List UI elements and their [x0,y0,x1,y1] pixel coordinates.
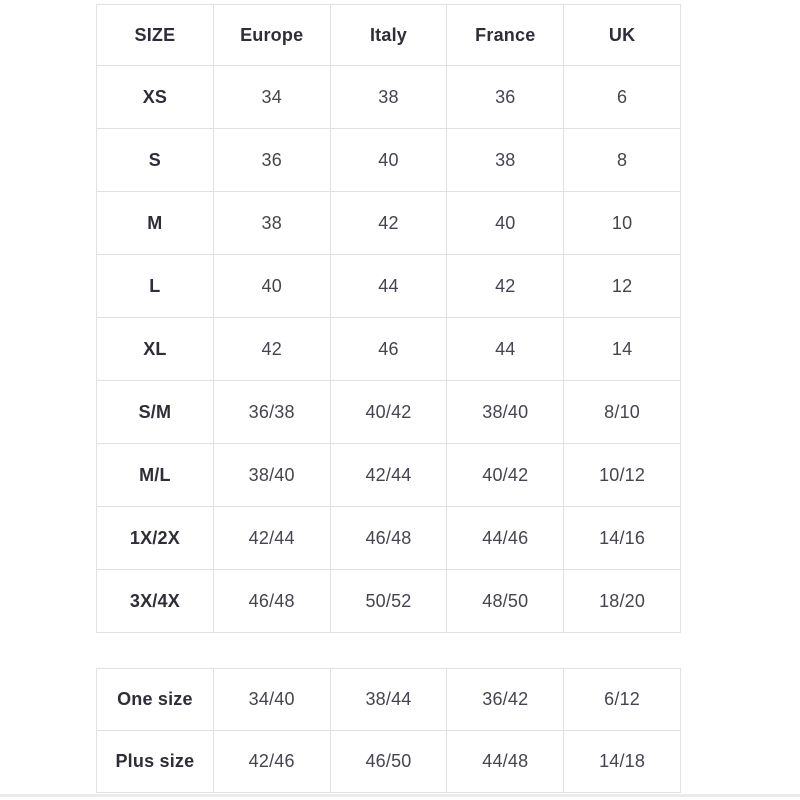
size-label-cell: M/L [97,444,214,507]
value-cell: 46/50 [330,731,447,793]
value-cell: 38/40 [213,444,330,507]
table-row-plus-size [97,731,681,793]
value-cell: 38/44 [330,669,447,731]
value-cell: 46/48 [213,570,330,633]
table-row-xl [97,318,681,381]
value-cell: 48/50 [447,570,564,633]
size-conversion-table-body [97,66,681,633]
bottom-edge-line [0,794,800,797]
value-cell: 8/10 [564,381,681,444]
size-label-cell: 3X/4X [97,570,214,633]
value-cell: 42/44 [213,507,330,570]
value-cell: 40 [213,255,330,318]
value-cell: 36/42 [447,669,564,731]
header-cell-size: SIZE [97,5,214,66]
value-cell: 38/40 [447,381,564,444]
special-sizes-table-body [97,669,681,793]
value-cell: 40/42 [447,444,564,507]
table-row-s-m [97,381,681,444]
value-cell: 42/46 [213,731,330,793]
special-sizes-table [96,668,681,793]
table-row-xs [97,66,681,129]
size-label-cell: M [97,192,214,255]
value-cell: 36/38 [213,381,330,444]
value-cell: 12 [564,255,681,318]
table-row-m [97,192,681,255]
value-cell: 42 [213,318,330,381]
value-cell: 18/20 [564,570,681,633]
size-label-cell: S [97,129,214,192]
table-row-1x-2x [97,507,681,570]
size-conversion-table-header [97,5,681,66]
value-cell: 14/18 [564,731,681,793]
value-cell: 50/52 [330,570,447,633]
size-label-cell: S/M [97,381,214,444]
size-label-cell: L [97,255,214,318]
value-cell: 38 [330,66,447,129]
table-row-l [97,255,681,318]
value-cell: 36 [447,66,564,129]
table-row-one-size [97,669,681,731]
value-cell: 10/12 [564,444,681,507]
value-cell: 42/44 [330,444,447,507]
value-cell: 34 [213,66,330,129]
value-cell: 44/46 [447,507,564,570]
value-cell: 8 [564,129,681,192]
value-cell: 46/48 [330,507,447,570]
value-cell: 34/40 [213,669,330,731]
size-label-cell: XL [97,318,214,381]
value-cell: 10 [564,192,681,255]
value-cell: 36 [213,129,330,192]
value-cell: 44 [330,255,447,318]
size-label-cell: Plus size [97,731,214,793]
value-cell: 44/48 [447,731,564,793]
table-row-3x-4x [97,570,681,633]
header-cell-france: France [447,5,564,66]
value-cell: 42 [447,255,564,318]
size-label-cell: One size [97,669,214,731]
header-cell-uk: UK [564,5,681,66]
value-cell: 14/16 [564,507,681,570]
header-cell-italy: Italy [330,5,447,66]
table-row-s [97,129,681,192]
value-cell: 6/12 [564,669,681,731]
table-row-m-l [97,444,681,507]
size-label-cell: XS [97,66,214,129]
header-cell-europe: Europe [213,5,330,66]
value-cell: 40/42 [330,381,447,444]
value-cell: 38 [213,192,330,255]
value-cell: 38 [447,129,564,192]
value-cell: 42 [330,192,447,255]
value-cell: 40 [330,129,447,192]
size-label-cell: 1X/2X [97,507,214,570]
size-conversion-table [96,4,681,633]
header-row [97,5,681,66]
value-cell: 44 [447,318,564,381]
value-cell: 14 [564,318,681,381]
value-cell: 40 [447,192,564,255]
value-cell: 6 [564,66,681,129]
value-cell: 46 [330,318,447,381]
